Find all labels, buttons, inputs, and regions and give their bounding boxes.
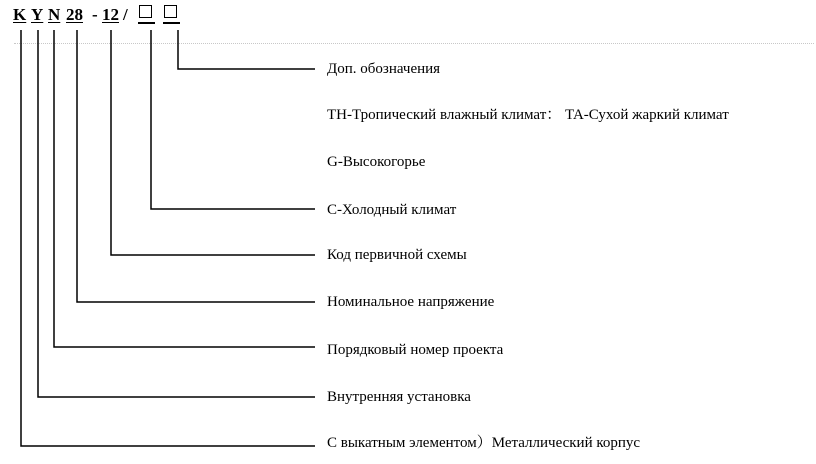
label-extra: Доп. обозначения bbox=[327, 61, 441, 77]
code-letter-k: K bbox=[13, 5, 27, 24]
wire-indoor bbox=[38, 30, 315, 397]
code-number-28: 28 bbox=[66, 5, 83, 24]
code-slash: / bbox=[123, 5, 128, 24]
wire-scheme bbox=[111, 30, 315, 255]
label-serial: Порядковый номер проекта bbox=[327, 342, 504, 358]
wire-voltage bbox=[77, 30, 315, 302]
label-scheme: Код первичной схемы bbox=[327, 247, 467, 263]
code-number-12: 12 bbox=[102, 5, 119, 24]
wire-withdrawable bbox=[21, 30, 315, 446]
wire-extra bbox=[178, 30, 315, 69]
label-withdrawable: С выкатным элементом）Металлический корпус bbox=[327, 435, 641, 451]
wire-climat bbox=[151, 30, 315, 209]
wire-serial bbox=[54, 30, 315, 347]
code-letter-n: N bbox=[48, 5, 61, 24]
label-indoor: Внутренняя установка bbox=[327, 389, 471, 405]
code-dash: - bbox=[92, 5, 98, 24]
label-c: C-Холодный климат bbox=[327, 202, 457, 218]
label-voltage: Номинальное напряжение bbox=[327, 294, 495, 310]
label-th-ta: TH-Тропический влажный климат： TA-Сухой жаркий климат bbox=[327, 107, 729, 123]
code-letter-y: Y bbox=[31, 5, 44, 24]
label-g: G-Высокогорье bbox=[327, 154, 426, 170]
